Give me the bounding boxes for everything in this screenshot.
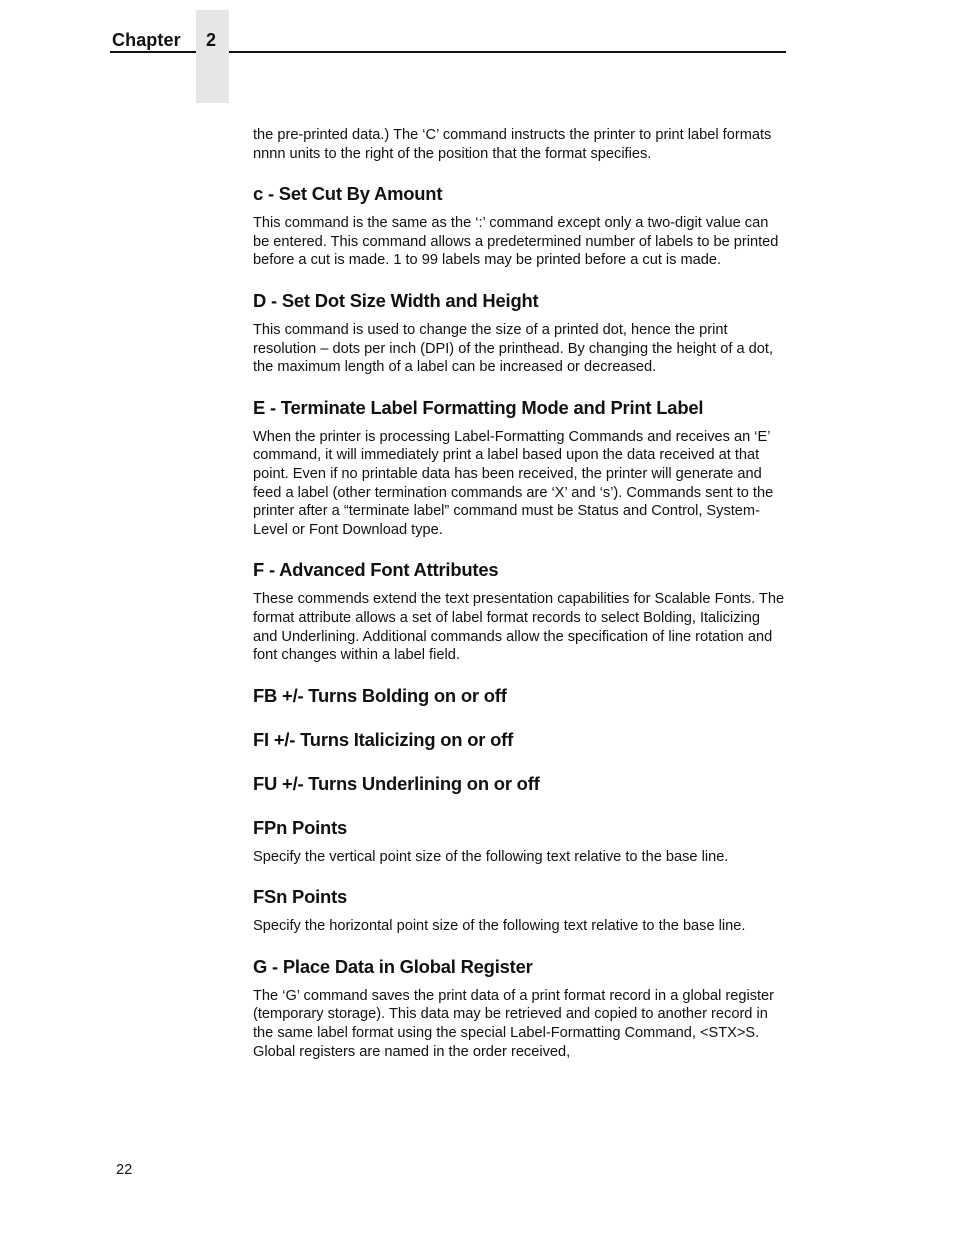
header-rule-left <box>110 51 196 53</box>
section-body-d: This command is used to change the size of a printed dot, hence the print resolution – dots per inch (DPI) of the printhead. By changing the height of a dot, the maximum length of a label can be increased or decreased. <box>253 321 774 376</box>
section-heading-c: c - Set Cut By Amount <box>253 183 443 205</box>
section-body-fpn: Specify the vertical point size of the following text relative to the base line. <box>253 848 729 865</box>
section-heading-fpn: FPn Points <box>253 816 348 838</box>
section-heading-fu: FU +/- Turns Underlining on or off <box>253 772 540 794</box>
section-body-fsn: Specify the horizontal point size of the following text relative to the base line. <box>253 918 746 935</box>
section-body-e: When the printer is processing Label-Formatting Commands and receives an ‘E’ command, it will immediately print a label based upon the data received at that point. Even if no printable data has been received, the printer will generate and feed a label (other termination commands are ‘X’ and ‘s’). Commands sent to the printer after a “terminate label” command must be Status and Control, System-Level or Font Download type. <box>253 428 774 538</box>
chapter-label: Chapter <box>112 30 181 50</box>
page-number: 22 <box>116 1162 133 1178</box>
intro-paragraph: the pre-printed data.) The ‘C’ command instructs the printer to print label formats nnnn units to the right of the position that the format specifies. <box>253 127 772 162</box>
section-heading-fb: FB +/- Turns Bolding on or off <box>253 684 507 706</box>
section-heading-f: F - Advanced Font Attributes <box>253 559 499 581</box>
section-heading-fsn: FSn Points <box>253 886 348 908</box>
chapter-tab <box>196 10 229 103</box>
header-rule-right <box>229 51 786 53</box>
section-heading-e: E - Terminate Label Formatting Mode and Print Label <box>253 396 704 418</box>
section-heading-fi: FI +/- Turns Italicizing on or off <box>253 728 514 750</box>
section-body-g: The ‘G’ command saves the print data of a print format record in a global register (temporary storage). This data may be retrieved and copied to another record in the same label format using the special Label-Formatting Command, <STX>S. Global registers are named in the order received, <box>253 987 775 1060</box>
section-heading-d: D - Set Dot Size Width and Height <box>253 289 539 311</box>
section-heading-g: G - Place Data in Global Register <box>253 955 533 977</box>
chapter-number: 2 <box>205 30 216 50</box>
section-body-c: This command is the same as the ‘:’ command except only a two-digit value can be entered. This command allows a predetermined number of labels to be printed before a cut is made. 1 to 99 labels may be printed before a cut is made. <box>253 215 779 269</box>
body-content <box>253 126 788 1061</box>
section-body-f: These commends extend the text presentation capabilities for Scalable Fonts. The format attribute allows a set of label format records to select Bolding, Italicizing and Underlining. Additional commands allow the specification of line rotation and font changes within a label field. <box>253 591 785 664</box>
